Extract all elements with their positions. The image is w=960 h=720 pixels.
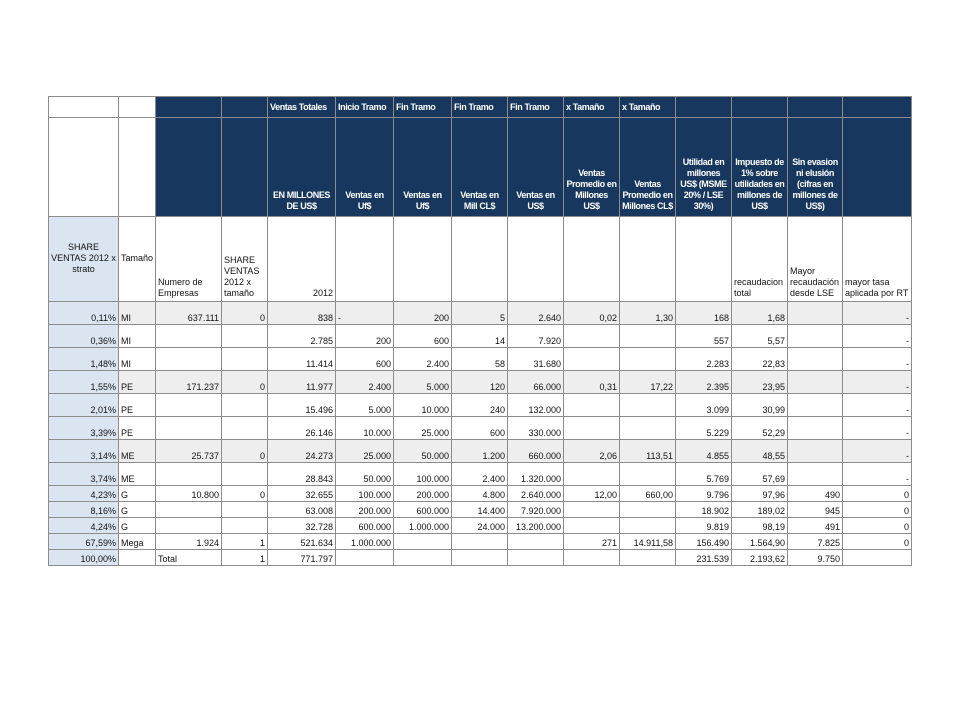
table-cell: 98,19 bbox=[732, 518, 788, 534]
sales-tax-table bbox=[48, 96, 912, 566]
table-cell: 771.797 bbox=[268, 550, 336, 566]
table-cell bbox=[156, 394, 222, 417]
table-cell: 24.273 bbox=[268, 440, 336, 463]
table-cell: 17,22 bbox=[620, 371, 676, 394]
table-cell: 660.000 bbox=[508, 440, 564, 463]
table-cell: MI bbox=[119, 348, 156, 371]
table-cell bbox=[394, 550, 452, 566]
table-row bbox=[49, 302, 912, 325]
table-row bbox=[49, 502, 912, 518]
table-cell bbox=[222, 502, 268, 518]
header-cell: Ventas en Uf$ bbox=[336, 118, 394, 217]
table-cell: 3.099 bbox=[676, 394, 732, 417]
table-cell: 2.640 bbox=[508, 302, 564, 325]
table-cell bbox=[788, 371, 843, 394]
table-cell: MI bbox=[119, 302, 156, 325]
sales-tax-table-container bbox=[48, 96, 912, 566]
table-cell: - bbox=[843, 325, 912, 348]
table-cell: 5.000 bbox=[336, 394, 394, 417]
table-cell: 3,14% bbox=[49, 440, 119, 463]
table-cell: 3,39% bbox=[49, 417, 119, 440]
table-cell: 0,02 bbox=[564, 302, 620, 325]
table-cell: 4,24% bbox=[49, 518, 119, 534]
header-cell bbox=[222, 118, 268, 217]
table-cell: 9.819 bbox=[676, 518, 732, 534]
header-cell bbox=[156, 97, 222, 118]
table-cell: 1 bbox=[222, 534, 268, 550]
table-cell bbox=[788, 463, 843, 486]
header-cell: Utilidad en millones US$ (MSME 20% / LSE 30%) bbox=[676, 118, 732, 217]
table-cell: 10.000 bbox=[394, 394, 452, 417]
table-cell: 11.414 bbox=[268, 348, 336, 371]
table-row bbox=[49, 486, 912, 502]
column-label-cell bbox=[676, 217, 732, 302]
table-cell: 11.977 bbox=[268, 371, 336, 394]
table-cell: 945 bbox=[788, 502, 843, 518]
table-cell bbox=[564, 550, 620, 566]
table-cell bbox=[156, 348, 222, 371]
table-cell: 0,36% bbox=[49, 325, 119, 348]
header-cell: x Tamaño bbox=[564, 97, 620, 118]
header-cell bbox=[222, 97, 268, 118]
column-label-cell bbox=[336, 217, 394, 302]
table-cell bbox=[508, 550, 564, 566]
table-cell: PE bbox=[119, 394, 156, 417]
table-cell bbox=[394, 534, 452, 550]
table-cell: 600 bbox=[452, 417, 508, 440]
header-cell: Sin evasion ni elusión (cifras en millones de US$) bbox=[788, 118, 843, 217]
table-cell: 52,29 bbox=[732, 417, 788, 440]
table-cell: - bbox=[843, 417, 912, 440]
table-cell: G bbox=[119, 486, 156, 502]
table-cell: 12,00 bbox=[564, 486, 620, 502]
table-row bbox=[49, 371, 912, 394]
table-cell bbox=[156, 463, 222, 486]
table-cell: 2.193,62 bbox=[732, 550, 788, 566]
table-cell: 32.655 bbox=[268, 486, 336, 502]
table-cell bbox=[564, 394, 620, 417]
table-cell: 2.283 bbox=[676, 348, 732, 371]
column-label-cell: Mayor recaudación desde LSE bbox=[788, 217, 843, 302]
column-label-cell bbox=[508, 217, 564, 302]
table-cell: - bbox=[336, 302, 394, 325]
table-cell bbox=[788, 394, 843, 417]
header-row-3 bbox=[49, 217, 912, 302]
header-cell: Ventas Totales bbox=[268, 97, 336, 118]
table-cell: 1,68 bbox=[732, 302, 788, 325]
table-cell bbox=[620, 417, 676, 440]
table-cell: 10.800 bbox=[156, 486, 222, 502]
table-cell: - bbox=[843, 463, 912, 486]
table-cell bbox=[508, 534, 564, 550]
table-cell: 200.000 bbox=[394, 486, 452, 502]
table-cell: 7.825 bbox=[788, 534, 843, 550]
table-cell bbox=[222, 394, 268, 417]
table-row bbox=[49, 518, 912, 534]
table-cell: 2.400 bbox=[394, 348, 452, 371]
header-row-2 bbox=[49, 118, 912, 217]
header-cell: Fin Tramo bbox=[508, 97, 564, 118]
table-cell bbox=[620, 550, 676, 566]
table-cell: - bbox=[843, 348, 912, 371]
table-cell: 0,11% bbox=[49, 302, 119, 325]
table-cell: 100,00% bbox=[49, 550, 119, 566]
table-cell: 13.200.000 bbox=[508, 518, 564, 534]
column-label-cell bbox=[564, 217, 620, 302]
table-row bbox=[49, 550, 912, 566]
table-cell bbox=[620, 348, 676, 371]
table-cell: ME bbox=[119, 440, 156, 463]
table-cell: 31.680 bbox=[508, 348, 564, 371]
table-cell: 600 bbox=[394, 325, 452, 348]
table-cell bbox=[452, 550, 508, 566]
table-cell: 200 bbox=[336, 325, 394, 348]
table-cell: 25.000 bbox=[336, 440, 394, 463]
table-cell: 32.728 bbox=[268, 518, 336, 534]
table-cell bbox=[564, 325, 620, 348]
table-cell: 100.000 bbox=[394, 463, 452, 486]
table-cell bbox=[222, 463, 268, 486]
table-cell: 14.911,58 bbox=[620, 534, 676, 550]
table-cell: MI bbox=[119, 325, 156, 348]
table-cell: - bbox=[843, 394, 912, 417]
table-cell bbox=[564, 417, 620, 440]
table-cell: 491 bbox=[788, 518, 843, 534]
table-cell: 26.146 bbox=[268, 417, 336, 440]
table-cell: 0 bbox=[843, 502, 912, 518]
table-cell bbox=[336, 550, 394, 566]
table-cell: Total bbox=[156, 550, 222, 566]
table-cell: Mega bbox=[119, 534, 156, 550]
table-cell: 25.000 bbox=[394, 417, 452, 440]
header-cell bbox=[49, 97, 119, 118]
table-cell bbox=[564, 348, 620, 371]
table-cell bbox=[222, 348, 268, 371]
table-cell bbox=[222, 417, 268, 440]
table-cell bbox=[452, 534, 508, 550]
table-cell: 1 bbox=[222, 550, 268, 566]
table-row bbox=[49, 394, 912, 417]
table-cell bbox=[564, 518, 620, 534]
table-cell: 600.000 bbox=[336, 518, 394, 534]
table-cell: 600.000 bbox=[394, 502, 452, 518]
table-cell: - bbox=[843, 371, 912, 394]
table-cell: 2.640.000 bbox=[508, 486, 564, 502]
table-cell: 231.539 bbox=[676, 550, 732, 566]
table-cell: 1.564,90 bbox=[732, 534, 788, 550]
table-cell bbox=[564, 502, 620, 518]
table-cell bbox=[788, 348, 843, 371]
table-cell: 0 bbox=[222, 302, 268, 325]
column-label-cell: 2012 bbox=[268, 217, 336, 302]
column-label-cell: SHARE VENTAS 2012 x strato bbox=[49, 217, 119, 302]
table-cell: 0 bbox=[843, 518, 912, 534]
column-label-cell: SHARE VENTAS 2012 x tamaño bbox=[222, 217, 268, 302]
header-cell: x Tamaño bbox=[620, 97, 676, 118]
table-cell bbox=[156, 417, 222, 440]
table-cell: 2,06 bbox=[564, 440, 620, 463]
header-cell: Ventas Promedio en Millones US$ bbox=[564, 118, 620, 217]
table-cell: 5,57 bbox=[732, 325, 788, 348]
table-cell: 2.395 bbox=[676, 371, 732, 394]
header-cell: EN MILLONES DE US$ bbox=[268, 118, 336, 217]
table-cell: 48,55 bbox=[732, 440, 788, 463]
table-cell bbox=[843, 550, 912, 566]
table-cell: 1,30 bbox=[620, 302, 676, 325]
table-cell: 14.400 bbox=[452, 502, 508, 518]
table-cell: 637.111 bbox=[156, 302, 222, 325]
table-cell: 200.000 bbox=[336, 502, 394, 518]
table-cell: 156.490 bbox=[676, 534, 732, 550]
header-cell: Ventas en US$ bbox=[508, 118, 564, 217]
table-cell: 120 bbox=[452, 371, 508, 394]
table-cell: 63.008 bbox=[268, 502, 336, 518]
column-label-cell bbox=[394, 217, 452, 302]
column-label-cell: mayor tasa aplicada por RT bbox=[843, 217, 912, 302]
header-cell bbox=[788, 97, 843, 118]
header-cell bbox=[843, 97, 912, 118]
table-cell bbox=[620, 394, 676, 417]
column-label-cell bbox=[620, 217, 676, 302]
table-cell: 168 bbox=[676, 302, 732, 325]
table-cell: 8,16% bbox=[49, 502, 119, 518]
table-cell: 0 bbox=[222, 371, 268, 394]
table-cell bbox=[788, 440, 843, 463]
table-cell: 30,99 bbox=[732, 394, 788, 417]
table-cell: 113,51 bbox=[620, 440, 676, 463]
table-cell: 0 bbox=[843, 486, 912, 502]
table-cell: 557 bbox=[676, 325, 732, 348]
table-cell: 9.796 bbox=[676, 486, 732, 502]
table-row bbox=[49, 325, 912, 348]
header-cell: Ventas en Uf$ bbox=[394, 118, 452, 217]
table-cell bbox=[156, 325, 222, 348]
table-cell: 1.200 bbox=[452, 440, 508, 463]
column-label-cell: Numero de Empresas bbox=[156, 217, 222, 302]
table-cell: 4.855 bbox=[676, 440, 732, 463]
table-cell: 28.843 bbox=[268, 463, 336, 486]
table-cell: 0 bbox=[222, 440, 268, 463]
header-cell bbox=[732, 97, 788, 118]
table-cell: 521.634 bbox=[268, 534, 336, 550]
table-cell bbox=[156, 502, 222, 518]
table-cell: 3,74% bbox=[49, 463, 119, 486]
table-cell: 171.237 bbox=[156, 371, 222, 394]
table-cell: 10.000 bbox=[336, 417, 394, 440]
header-cell bbox=[843, 118, 912, 217]
table-cell: 240 bbox=[452, 394, 508, 417]
table-cell: 15.496 bbox=[268, 394, 336, 417]
table-cell bbox=[788, 325, 843, 348]
table-cell: 1.000.000 bbox=[336, 534, 394, 550]
table-cell bbox=[222, 518, 268, 534]
column-label-cell: recaudacion total bbox=[732, 217, 788, 302]
table-cell: 23,95 bbox=[732, 371, 788, 394]
table-row bbox=[49, 463, 912, 486]
table-cell: 9.750 bbox=[788, 550, 843, 566]
column-label-cell bbox=[452, 217, 508, 302]
table-cell: 0 bbox=[222, 486, 268, 502]
table-cell: 0,31 bbox=[564, 371, 620, 394]
table-cell: 5.769 bbox=[676, 463, 732, 486]
table-cell bbox=[620, 502, 676, 518]
table-cell: 5 bbox=[452, 302, 508, 325]
table-cell: 1,48% bbox=[49, 348, 119, 371]
table-cell: ME bbox=[119, 463, 156, 486]
header-cell: Fin Tramo bbox=[394, 97, 452, 118]
table-cell: - bbox=[843, 302, 912, 325]
header-cell bbox=[49, 118, 119, 217]
header-cell: Ventas Promedio en Millones CL$ bbox=[620, 118, 676, 217]
table-row bbox=[49, 348, 912, 371]
table-cell bbox=[620, 325, 676, 348]
table-cell: 490 bbox=[788, 486, 843, 502]
header-cell: Inicio Tramo bbox=[336, 97, 394, 118]
table-cell: 24.000 bbox=[452, 518, 508, 534]
table-cell: 1,55% bbox=[49, 371, 119, 394]
table-cell: 97,96 bbox=[732, 486, 788, 502]
table-cell: - bbox=[843, 440, 912, 463]
header-cell bbox=[676, 97, 732, 118]
table-cell bbox=[156, 518, 222, 534]
table-row bbox=[49, 417, 912, 440]
table-cell: 1.924 bbox=[156, 534, 222, 550]
table-cell: 66.000 bbox=[508, 371, 564, 394]
header-cell: Fin Tramo bbox=[452, 97, 508, 118]
table-cell bbox=[119, 550, 156, 566]
table-cell: 100.000 bbox=[336, 486, 394, 502]
table-cell: 22,83 bbox=[732, 348, 788, 371]
table-cell bbox=[788, 417, 843, 440]
column-label-cell: Tamaño bbox=[119, 217, 156, 302]
table-cell: 7.920 bbox=[508, 325, 564, 348]
table-cell: 1.000.000 bbox=[394, 518, 452, 534]
table-cell: 660,00 bbox=[620, 486, 676, 502]
table-cell: 14 bbox=[452, 325, 508, 348]
table-cell: 2.400 bbox=[336, 371, 394, 394]
table-row bbox=[49, 440, 912, 463]
table-cell: 7.920.000 bbox=[508, 502, 564, 518]
header-cell bbox=[156, 118, 222, 217]
table-cell: G bbox=[119, 518, 156, 534]
table-cell: 838 bbox=[268, 302, 336, 325]
table-cell: 50.000 bbox=[336, 463, 394, 486]
header-cell bbox=[119, 97, 156, 118]
table-cell: 4.800 bbox=[452, 486, 508, 502]
table-cell: G bbox=[119, 502, 156, 518]
table-cell: 1.320.000 bbox=[508, 463, 564, 486]
table-cell: 67,59% bbox=[49, 534, 119, 550]
table-cell: 25.737 bbox=[156, 440, 222, 463]
table-cell: 57,69 bbox=[732, 463, 788, 486]
table-cell: 330.000 bbox=[508, 417, 564, 440]
table-cell: 5.229 bbox=[676, 417, 732, 440]
table-cell bbox=[788, 302, 843, 325]
table-cell: 5.000 bbox=[394, 371, 452, 394]
table-cell bbox=[222, 325, 268, 348]
table-cell: 2,01% bbox=[49, 394, 119, 417]
header-row-1 bbox=[49, 97, 912, 118]
table-row bbox=[49, 534, 912, 550]
table-cell bbox=[564, 463, 620, 486]
table-cell: PE bbox=[119, 371, 156, 394]
table-cell: 271 bbox=[564, 534, 620, 550]
header-cell: Impuesto de 1% sobre utilidades en millones de US$ bbox=[732, 118, 788, 217]
header-cell: Ventas en Mill CL$ bbox=[452, 118, 508, 217]
header-cell bbox=[119, 118, 156, 217]
table-cell: 132.000 bbox=[508, 394, 564, 417]
table-cell: 2.400 bbox=[452, 463, 508, 486]
table-cell: 4,23% bbox=[49, 486, 119, 502]
table-cell: PE bbox=[119, 417, 156, 440]
table-cell: 189,02 bbox=[732, 502, 788, 518]
table-cell: 50.000 bbox=[394, 440, 452, 463]
table-cell: 0 bbox=[843, 534, 912, 550]
table-cell: 600 bbox=[336, 348, 394, 371]
table-cell: 18.902 bbox=[676, 502, 732, 518]
table-cell bbox=[620, 463, 676, 486]
table-cell: 58 bbox=[452, 348, 508, 371]
table-cell: 200 bbox=[394, 302, 452, 325]
table-cell bbox=[620, 518, 676, 534]
table-cell: 2.785 bbox=[268, 325, 336, 348]
